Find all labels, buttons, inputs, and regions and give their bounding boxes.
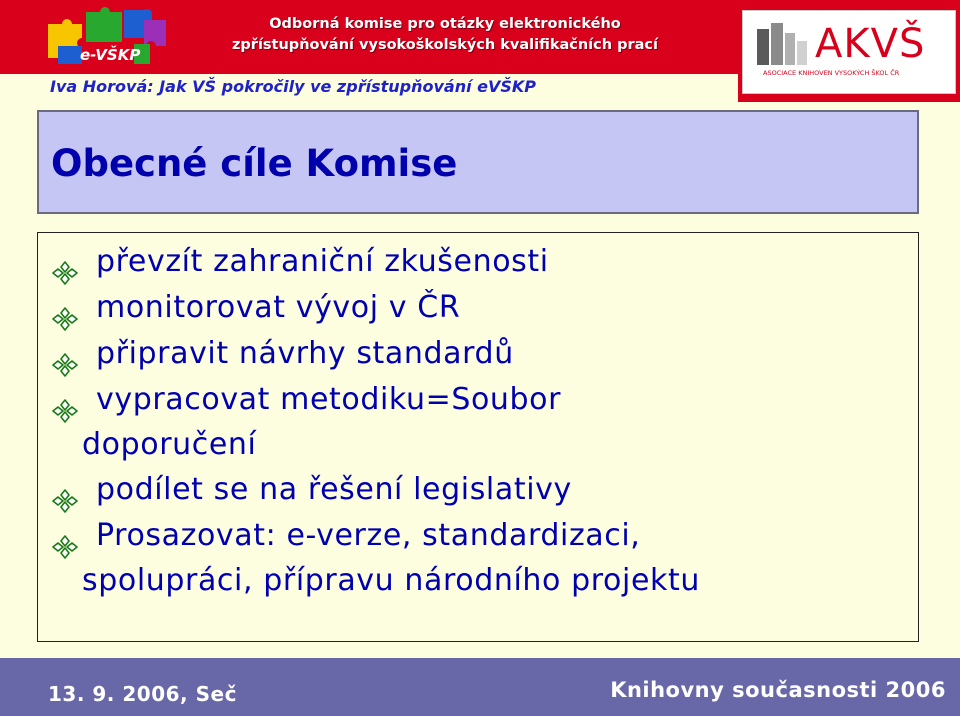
- bullet-text: vypracovat metodiku=Soubor: [96, 382, 562, 417]
- org-title-line-1: Odborná komise pro otázky elektronického: [269, 16, 621, 32]
- org-title-line-2: zpřístupňování vysokoškolských kvalifikačních prací: [231, 37, 658, 53]
- four-diamond-bullet-icon: [52, 391, 78, 415]
- organization-title: [230, 14, 660, 56]
- four-diamond-bullet-icon: [52, 253, 78, 277]
- bullet-item: [52, 239, 902, 285]
- bullet-item: [52, 285, 902, 331]
- four-diamond-bullet-icon: [52, 299, 78, 323]
- four-diamond-bullet-icon: [52, 481, 78, 505]
- evskp-logo[interactable]: [44, 6, 172, 68]
- akvs-name: AKVŠ: [815, 21, 926, 67]
- bullet-text: převzít zahraniční zkušenosti: [96, 244, 549, 279]
- footer-event: Knihovny současnosti 2006: [610, 678, 946, 702]
- books-logo-icon: [749, 17, 815, 69]
- bullet-item: [52, 513, 902, 603]
- bullet-item: [52, 467, 902, 513]
- bullet-list: [52, 239, 902, 603]
- slide-title: Obecné cíle Komise: [51, 142, 458, 185]
- akvs-subtitle: ASOCIACE KNIHOVEN VYSOKÝCH ŠKOL ČR: [763, 69, 900, 77]
- akvs-logo[interactable]: [742, 10, 956, 94]
- title-box: [37, 110, 919, 214]
- bullet-text-continuation: doporučení: [82, 427, 257, 462]
- footer-date: 13. 9. 2006, Seč: [48, 682, 237, 706]
- bullet-text: Prosazovat: e-verze, standardizaci,: [96, 518, 641, 553]
- author-line: Iva Horová: Jak VŠ pokročily ve zpřístupňování eVŠKP: [50, 77, 537, 96]
- footer-band: [0, 658, 960, 716]
- four-diamond-bullet-icon: [52, 527, 78, 551]
- bullet-text: monitorovat vývoj v ČR: [96, 290, 461, 325]
- bullet-item: [52, 377, 902, 467]
- bullet-item: [52, 331, 902, 377]
- content-box: [37, 232, 919, 642]
- bullet-text: podílet se na řešení legislativy: [96, 472, 572, 507]
- bullet-text-continuation: spolupráci, přípravu národního projektu: [82, 563, 700, 598]
- header-band: [0, 0, 960, 102]
- bullet-text: připravit návrhy standardů: [96, 336, 514, 371]
- four-diamond-bullet-icon: [52, 345, 78, 369]
- logo-text: e-VŠKP: [80, 46, 141, 64]
